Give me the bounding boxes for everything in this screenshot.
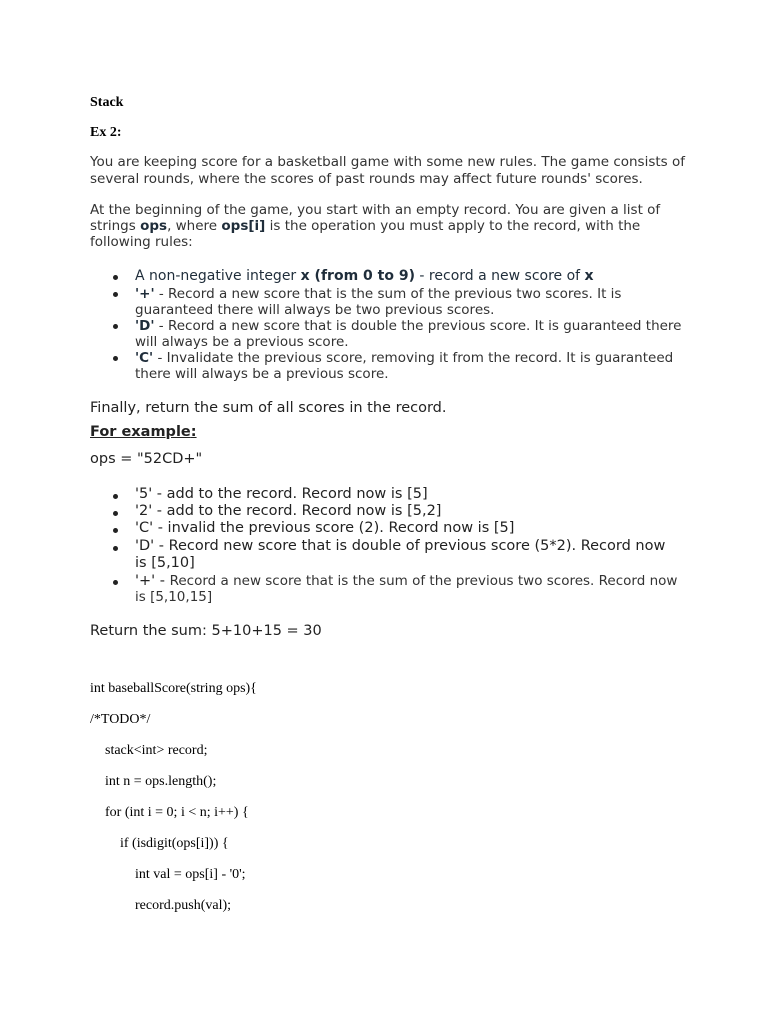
code-line-for: for (int i = 0; i < n; i++) { [105, 805, 249, 820]
bullet-icon [113, 292, 118, 297]
intro-line-1: You are keeping score for a basketball game with some new rules. The game consists of [90, 154, 686, 170]
bullet-icon [113, 511, 118, 516]
code-line-signature: int baseballScore(string ops){ [90, 681, 257, 696]
code-line-val: int val = ops[i] - '0'; [135, 867, 246, 882]
return-sum-line: Return the sum: 5+10+15 = 30 [90, 623, 322, 639]
example-heading: For example: [90, 424, 197, 440]
rule-plus-line-1: '+' - Record a new score that is the sum of the previous two scores. It is [135, 286, 622, 302]
rule-plus-line-2: guaranteed there will always be two previous scores. [135, 302, 495, 318]
rule-c-line-2: there will always be a previous score. [135, 366, 389, 382]
bullet-icon [113, 356, 118, 361]
intro-line-2: several rounds, where the scores of past rounds may affect future rounds' scores. [90, 171, 643, 187]
rule-d-line-1: 'D' - Record a new score that is double the previous score. It is guaranteed there [135, 318, 682, 334]
code-line-todo: /*TODO*/ [90, 712, 151, 727]
section-heading: Stack [90, 95, 124, 110]
bullet-icon [113, 546, 118, 551]
bullet-icon [113, 494, 118, 499]
code-line-length: int n = ops.length(); [105, 774, 217, 789]
setup-line-3: following rules: [90, 234, 193, 250]
code-line-stack: stack<int> record; [105, 743, 208, 758]
code-line-push: record.push(val); [135, 898, 232, 913]
setup-line-1: At the beginning of the game, you start with an empty record. You are given a list of [90, 202, 661, 218]
setup-line-2: strings ops, where ops[i] is the operation you must apply to the record, with the [90, 218, 641, 234]
rule-d-line-2: will always be a previous score. [135, 334, 349, 350]
finally-text: Finally, return the sum of all scores in the record. [90, 400, 447, 416]
step-d-line-2: is [5,10] [135, 555, 195, 571]
exercise-label: Ex 2: [90, 125, 122, 140]
code-line-if: if (isdigit(ops[i])) { [120, 836, 229, 851]
bullet-icon [113, 580, 118, 585]
step-d-line-1: 'D' - Record new score that is double of previous score (5*2). Record now [135, 538, 666, 554]
step-plus-line-1: '+' - Record a new score that is the sum of the previous two scores. Record now [135, 573, 678, 589]
rule-c-line-1: 'C' - Invalidate the previous score, removing it from the record. It is guaranteed [135, 350, 674, 366]
step-c: 'C' - invalid the previous score (2). Record now is [5] [135, 520, 515, 536]
bullet-icon [113, 324, 118, 329]
rule-integer: A non-negative integer x (from 0 to 9) - record a new score of x [135, 268, 594, 284]
step-plus-line-2: is [5,10,15] [135, 589, 213, 605]
bullet-icon [113, 528, 118, 533]
bullet-icon [113, 275, 118, 280]
step-5: '5' - add to the record. Record now is [5] [135, 486, 428, 502]
step-2: '2' - add to the record. Record now is [5,2] [135, 503, 442, 519]
ops-line: ops = "52CD+" [90, 451, 203, 467]
